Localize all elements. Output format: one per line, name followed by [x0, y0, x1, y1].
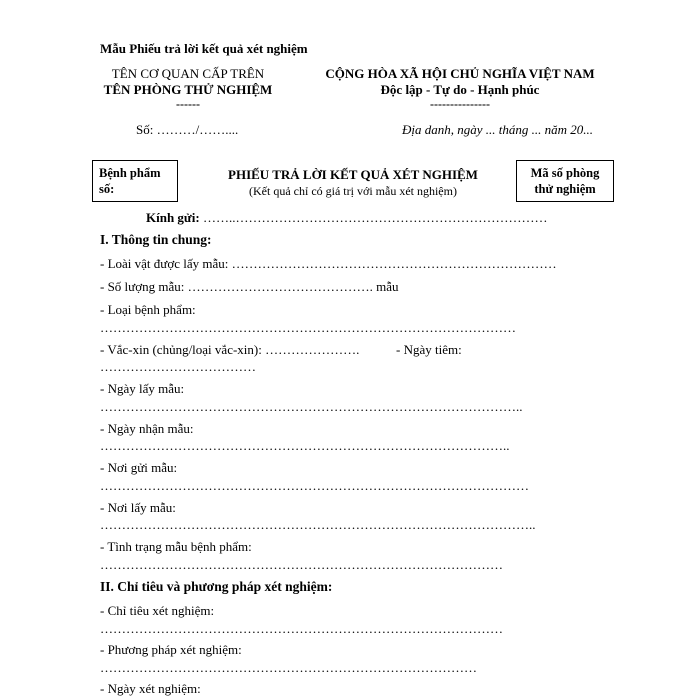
- document-title: PHIẾU TRẢ LỜI KẾT QUẢ XÉT NGHIỆM: [228, 167, 478, 182]
- criteria-label: - Chỉ tiêu xét nghiệm:: [100, 603, 215, 618]
- vaccination-date-dots: ………………………………: [100, 359, 256, 374]
- section-general-info-heading: I. Thông tin chung:: [100, 232, 212, 247]
- place-and-date: Địa danh, ngày ... tháng ... năm 20...: [402, 122, 594, 137]
- vaccine-field: - Vắc-xin (chủng/loại vắc-xin): ………………….: [100, 342, 360, 357]
- specimen-number-box: [92, 160, 178, 202]
- national-motto: Độc lập - Tự do - Hạnh phúc: [380, 82, 540, 97]
- lab-code-label-1: Mã số phòng: [530, 166, 600, 180]
- sender-label: - Nơi gửi mẫu:: [100, 460, 178, 475]
- sampling-date-label: - Ngày lấy mẫu:: [100, 381, 185, 396]
- recipient-dots: ……..………………………………………………………………: [199, 210, 548, 225]
- lab-name: TÊN PHÒNG THỬ NGHIỆM: [103, 82, 273, 97]
- lab-code-box: [516, 160, 614, 202]
- sampling-place-dots: ………………………………………………………………………………………..: [100, 517, 536, 532]
- received-date-dots: …………………………………………………………………………………..: [100, 438, 510, 453]
- left-header-rule: ------: [176, 97, 200, 111]
- section-criteria-heading: II. Chỉ tiêu và phương pháp xét nghiệm:: [100, 579, 333, 594]
- document-number: Số: ………/……....: [136, 122, 239, 137]
- right-header-rule: ---------------: [430, 97, 490, 111]
- lab-code-label-2: thử nghiệm: [534, 182, 596, 196]
- specimen-condition-dots: …………………………………………………………………………………: [100, 557, 503, 572]
- specimen-number-label-2: số:: [99, 182, 115, 196]
- specimen-condition-label: - Tình trạng mẫu bệnh phẩm:: [100, 539, 252, 554]
- received-date-label: - Ngày nhận mẫu:: [100, 421, 194, 436]
- quantity-field: - Số lượng mẫu: ……………………………………. mẫu: [100, 279, 399, 294]
- specimen-type-label: - Loại bệnh phẩm:: [100, 302, 196, 317]
- recipient-line: [146, 210, 547, 226]
- species-field: - Loài vật được lấy mẫu: …………………………………………………………………: [100, 256, 557, 271]
- recipient-label: Kính gửi:: [146, 210, 200, 225]
- nation-name: CỘNG HÒA XÃ HỘI CHỦ NGHĨA VIỆT NAM: [325, 66, 595, 81]
- sampling-place-label: - Nơi lấy mẫu:: [100, 500, 176, 515]
- form-title: Mẫu Phiếu trả lời kết quả xét nghiệm: [100, 41, 308, 56]
- vaccination-date-label: - Ngày tiêm:: [396, 342, 462, 357]
- agency-name: TÊN CƠ QUAN CẤP TRÊN: [111, 66, 265, 81]
- document-subtitle: (Kết quả chỉ có giá trị với mẫu xét nghiệm): [249, 184, 457, 198]
- sampling-date-dots: ……………………………………………………………………………………..: [100, 399, 523, 414]
- method-dots: ……………………………………………………………………………: [100, 660, 477, 675]
- method-label: - Phương pháp xét nghiệm:: [100, 642, 242, 657]
- test-date-label: - Ngày xét nghiệm:: [100, 681, 201, 696]
- specimen-number-label-1: Bệnh phẩm: [99, 166, 161, 180]
- criteria-dots: …………………………………………………………………………………: [100, 621, 503, 636]
- sender-dots: ………………………………………………………………………………………: [100, 478, 529, 493]
- specimen-type-dots: ……………………………………………………………………………………: [100, 320, 516, 335]
